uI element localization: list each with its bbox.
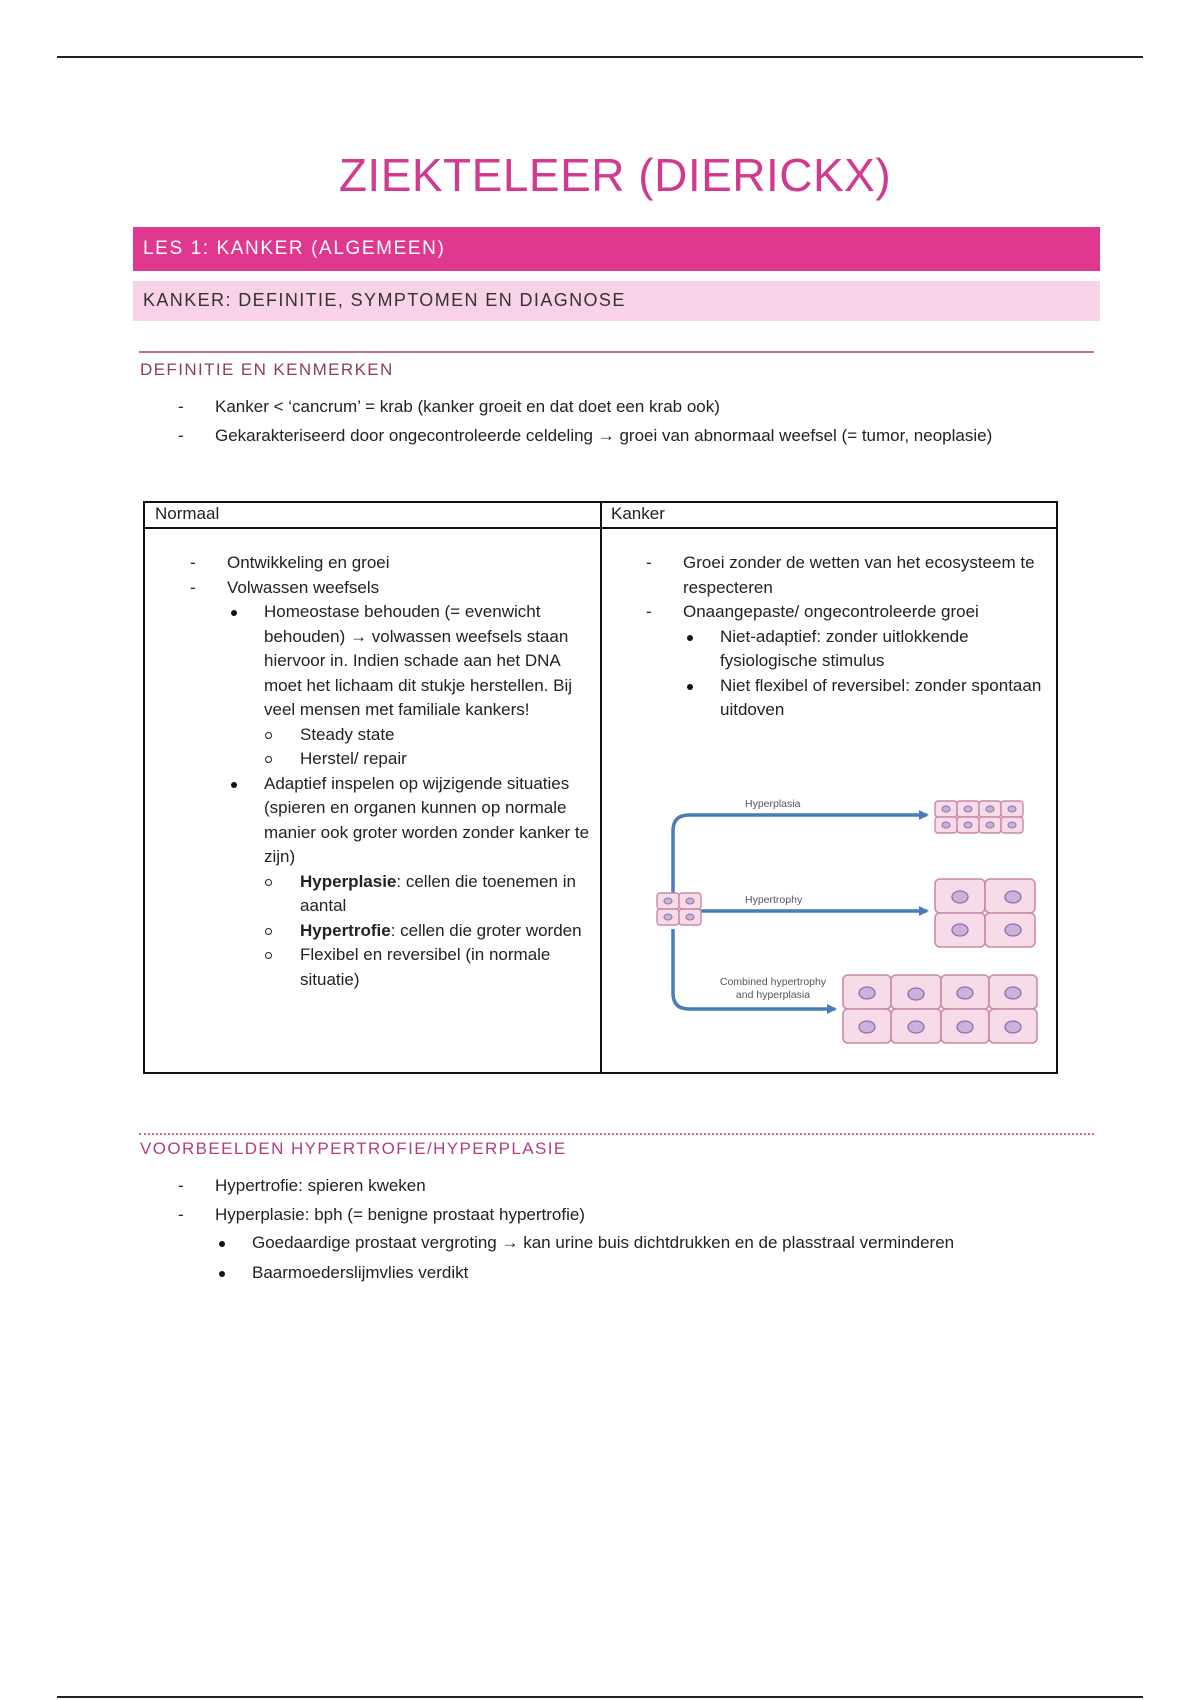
list-item: [300, 870, 592, 919]
normaal-column: [227, 551, 592, 992]
list-item: Flexibel en reversibel (in normale situatie): [300, 943, 592, 992]
list-item-text: Onaangepaste/ ongecontroleerde groei: [683, 602, 979, 621]
kanker-column: [683, 551, 1043, 723]
hypertrophy-hyperplasia-diagram: [635, 783, 1045, 1053]
hypertrophy-cells: [935, 879, 1035, 947]
list-item: - Groei zonder de wetten van het ecosysteem te respecteren: [683, 551, 1043, 600]
term-hyperplasie: Hyperplasie: [300, 871, 397, 891]
list-item-text: Volwassen weefsels: [227, 577, 380, 597]
list-item: Niet-adaptief: zonder uitlokkende fysiologische stimulus: [720, 625, 1043, 674]
list-item: Niet flexibel of reversibel: zonder spontaan uitdoven: [720, 674, 1043, 723]
list-item-text: Homeostase behouden (= evenwicht behouden) → volwassen weefsels staan hiervoor in. Indien schade aan het DNA moet het lichaam dit stukje herstellen. Bij veel mensen met familiale kankers!: [264, 602, 573, 719]
list-item: Baarmoederslijmvlies verdikt: [252, 1261, 1115, 1286]
list-item: - Gekarakteriseerd door ongecontroleerde celdeling → groei van abnormaal weefsel (= tumor, neoplasie): [215, 424, 1065, 449]
label-combined-2: and hyperplasia: [735, 989, 811, 1001]
label-hyperplasia: Hyperplasia: [745, 798, 801, 810]
table-header-normaal: Normaal: [155, 504, 220, 523]
section-heading: KANKER: DEFINITIE, SYMPTOMEN EN DIAGNOSE: [133, 281, 1100, 321]
hyperplasia-cells: [935, 801, 1023, 833]
list-item-text: Adaptief inspelen op wijzigende situaties (spieren en organen kunnen op normale manier ook groter worden zonder kanker te zijn): [264, 773, 590, 866]
term-description: : cellen die toenemen in aantal: [300, 871, 576, 915]
list-item-text: Hyperplasie: bph (= benigne prostaat hypertrofie): [215, 1204, 585, 1224]
subsection-heading-voorbeelden: VOORBEELDEN HYPERTROFIE/HYPERPLASIE: [140, 1139, 567, 1158]
document-title: ZIEKTELEER (DIERICKX): [338, 149, 892, 201]
list-item: - Hypertrofie: spieren kweken: [215, 1174, 1115, 1199]
combined-cells: [843, 975, 1037, 1043]
table-header-kanker: Kanker: [611, 504, 665, 523]
list-item: Herstel/ repair: [300, 747, 592, 772]
label-combined-1: Combined hypertrophy: [719, 976, 827, 988]
heading-rule-dotted: [139, 1133, 1094, 1135]
heading-rule: [139, 351, 1094, 353]
original-cells: [657, 893, 701, 925]
bottom-rule: [57, 1696, 1143, 1698]
list-item: [264, 772, 592, 993]
list-item: - Ontwikkeling en groei: [227, 551, 592, 576]
term-hypertrofie: Hypertrofie: [300, 920, 391, 940]
label-hypertrophy: Hypertrophy: [745, 894, 803, 906]
comparison-table: [143, 501, 1058, 1074]
subsection-heading-definitie: DEFINITIE EN KENMERKEN: [140, 360, 394, 379]
list-item: Steady state: [300, 723, 592, 748]
top-rule: [57, 56, 1143, 58]
list-item: Goedaardige prostaat vergroting → kan urine buis dichtdrukken en de plasstraal verminderen: [252, 1231, 1115, 1256]
list-item: [227, 576, 592, 993]
list-item: [264, 600, 592, 772]
list-item: [215, 1203, 1115, 1286]
table-divider: [600, 503, 602, 1072]
list-item: [300, 919, 592, 944]
examples-list: [215, 1174, 1115, 1285]
arrow-hyperplasia: [673, 815, 927, 893]
definition-list: [215, 395, 1065, 448]
chapter-heading: LES 1: KANKER (ALGEMEEN): [133, 227, 1100, 271]
list-item: - Kanker < ‘cancrum’ = krab (kanker groeit en dat doet een krab ook): [215, 395, 1065, 420]
list-item: [683, 600, 1043, 723]
term-description: : cellen die groter worden: [390, 920, 582, 940]
table-header-divider: [145, 527, 1056, 529]
